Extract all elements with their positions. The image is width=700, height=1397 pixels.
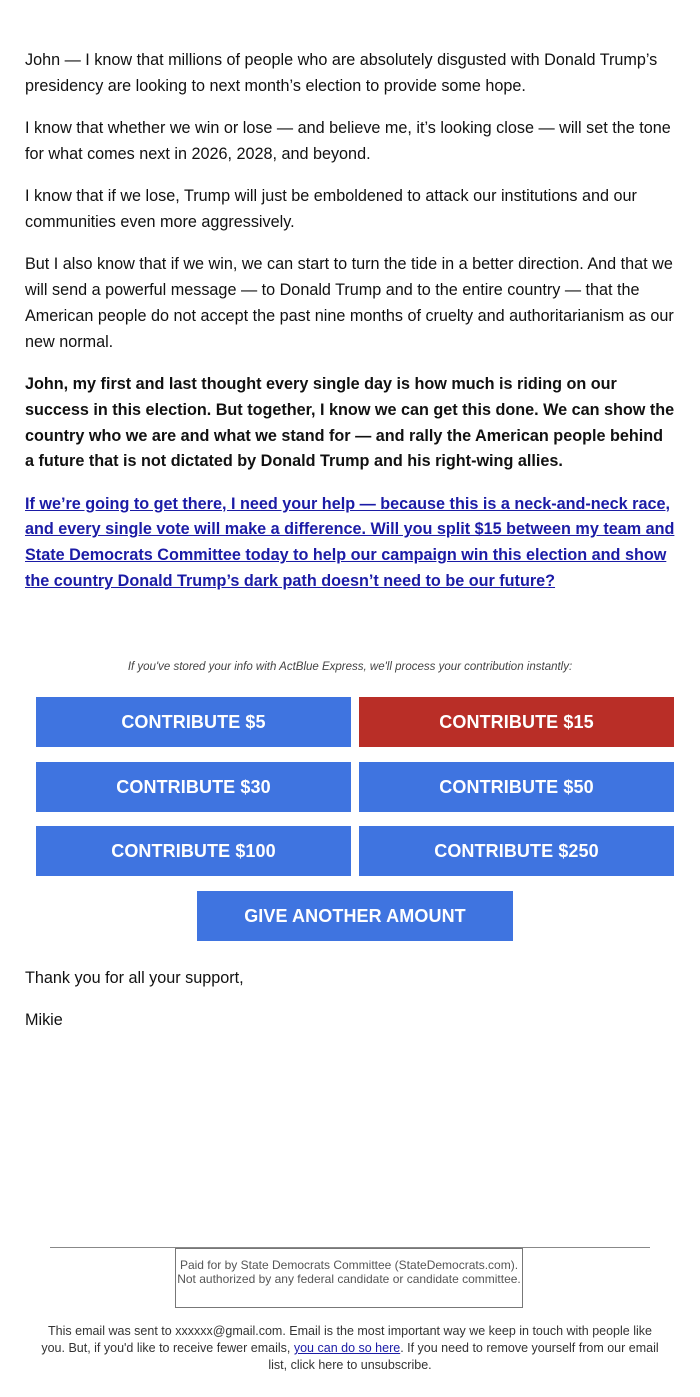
give-another-amount-button[interactable]: GIVE ANOTHER AMOUNT [197,891,513,941]
paid-for-disclaimer-box [175,1248,523,1308]
contribute-50-button[interactable]: CONTRIBUTE $50 [359,762,674,812]
body-paragraph-3: I know that if we lose, Trump will just be emboldened to attack our institutions and our communities even more aggressively. [25,187,637,231]
paid-for-disclaimer: Paid for by State Democrats Committee (StateDemocrats.com). Not authorized by any federal candidate or candidate committee. [177,1258,521,1286]
footer-text [40,1323,660,1374]
contribute-15-button[interactable]: CONTRIBUTE $15 [359,697,674,747]
fewer-emails-link[interactable]: you can do so here [293,1341,401,1355]
body-paragraph-2: I know that whether we win or lose — and believe me, it’s looking close — will set the tone for what comes next in 2026, 2028, and beyond. [25,119,671,163]
contribute-5-button[interactable]: CONTRIBUTE $5 [36,697,351,747]
signature: Mikie [25,1011,63,1029]
footer-sent-prefix: This email was sent to [48,1324,172,1338]
contribute-250-button[interactable]: CONTRIBUTE $250 [359,826,674,876]
footer-sent-suffix: . If you need to remove yourself from our email list, click here to unsubscribe. [268,1341,659,1372]
footer-sent-middle: . Email is the most important way we keep in touch with people like you. But, if you'd like to receive fewer emails, [41,1324,652,1355]
closing-thanks: Thank you for all your support, [25,969,244,987]
body-paragraph-1: John — I know that millions of people who are absolutely disgusted with Donald Trump’s presidency are looking to next month’s election to provide some hope. [25,51,658,95]
contribute-100-button[interactable]: CONTRIBUTE $100 [36,826,351,876]
actblue-express-note: If you've stored your info with ActBlue Express, we'll process your contribution instantly: [127,661,573,673]
recipient-email: xxxxxx@gmail.com [175,1324,283,1338]
bold-appeal-paragraph: John, my first and last thought every single day is how much is riding on our success in this election. But together, I know we can get this done. We can show the country who we are and what we stand for — and rally the American people behind a future that is not dictated by Donald Trump and his right-wing allies. [25,374,675,471]
contribute-30-button[interactable]: CONTRIBUTE $30 [36,762,351,812]
body-paragraph-4: But I also know that if we win, we can start to turn the tide in a better direction. And that we will send a powerful message — to Donald Trump and to the entire country — that the American people do not accept the past nine months of cruelty and authoritarianism as our new normal. [25,255,674,351]
email-body [25,48,675,611]
donation-appeal-link[interactable]: If we’re going to get there, I need your help — because this is a neck-and-neck race, and every single vote will make a difference. Will you split $15 between my team and State Democrats Committee today to help our campaign win this election and show the country Donald Trump’s dark path doesn’t need to be our future? [25,494,675,591]
